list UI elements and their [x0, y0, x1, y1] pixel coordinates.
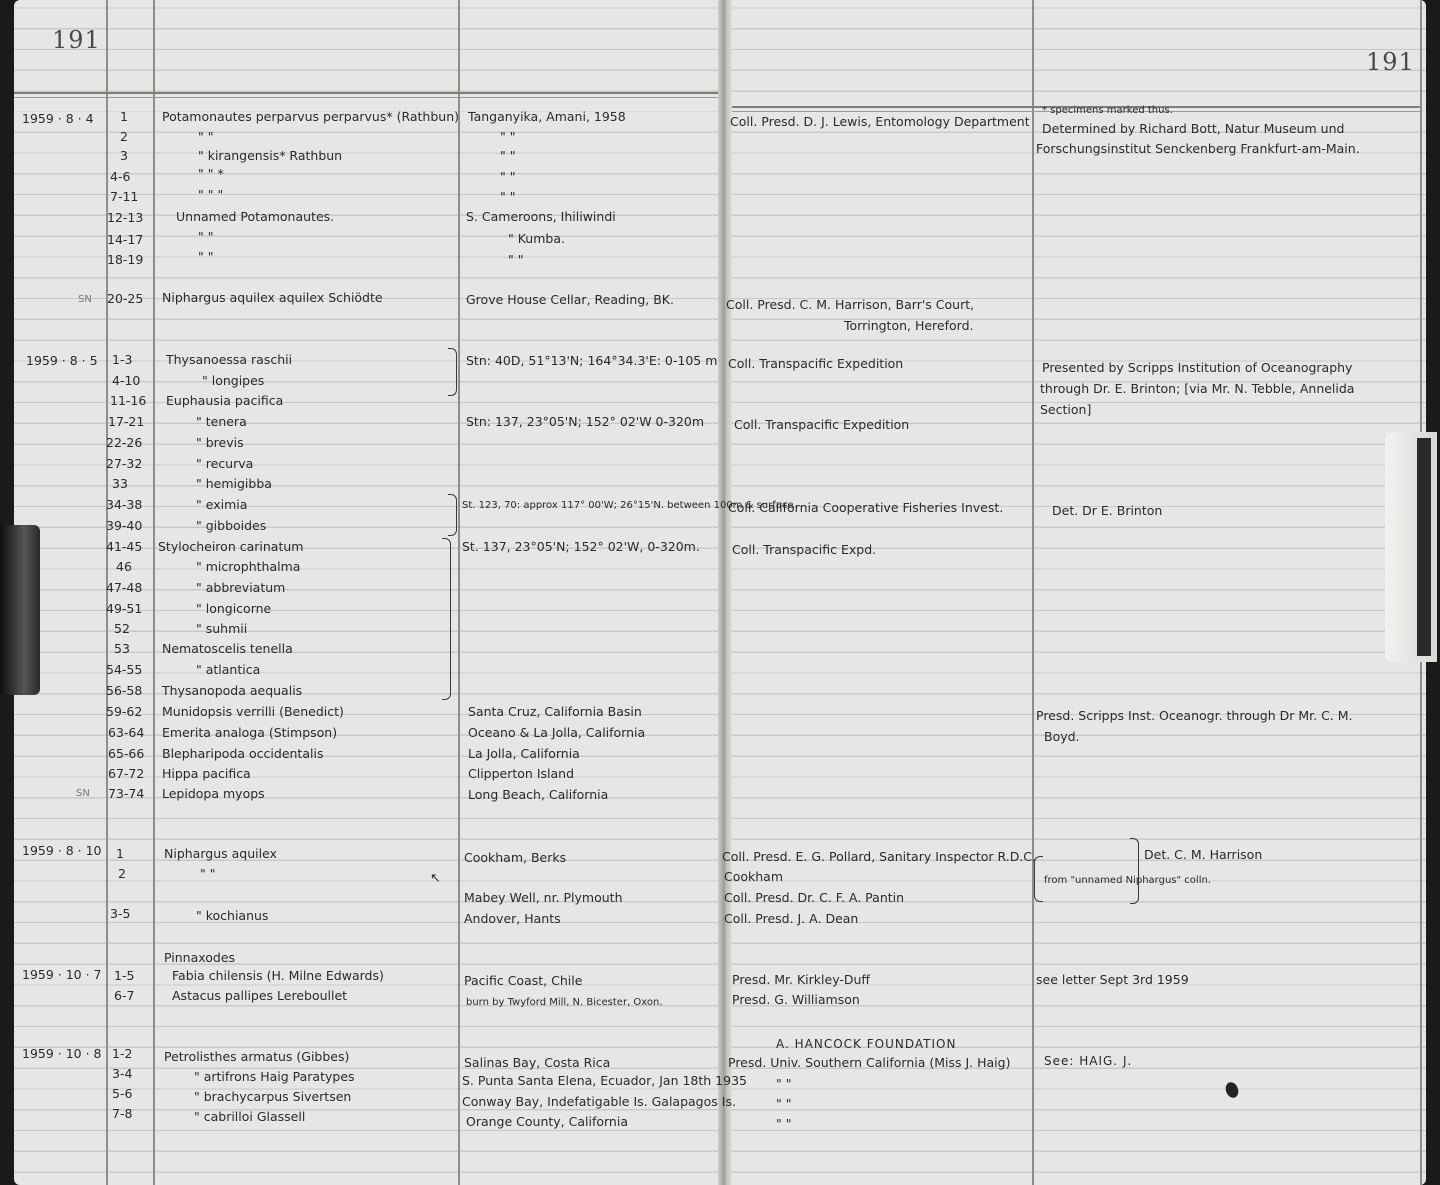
bracket [1130, 838, 1139, 904]
species-name: " " [198, 249, 214, 264]
right-ledger-page [726, 0, 1426, 1185]
reg-number: 56-58 [106, 683, 143, 698]
reg-number: 34-38 [106, 497, 143, 512]
donor: Coll. Transpacific Expedition [728, 356, 904, 371]
locality: La Jolla, California [468, 746, 580, 761]
remarks: see letter Sept 3rd 1959 [1036, 972, 1189, 987]
locality: Clipperton Island [468, 766, 575, 781]
reg-number: 63-64 [108, 725, 145, 740]
reg-number: 49-51 [106, 601, 143, 616]
donor: Coll. Presd. E. G. Pollard, Sanitary Inspector R.D.C. [722, 849, 1037, 864]
locality: Tanganyika, Amani, 1958 [468, 109, 626, 124]
binder-clip [0, 525, 40, 695]
locality: Andover, Hants [464, 911, 561, 926]
foundation-heading: A. HANCOCK FOUNDATION [776, 1037, 957, 1051]
reg-number: 3 [120, 148, 128, 163]
species-name: " tenera [196, 414, 247, 429]
remarks: Boyd. [1044, 729, 1080, 744]
species-name: Astacus pallipes Lereboullet [172, 988, 348, 1003]
locality: Stn: 137, 23°05'N; 152° 02'W 0-320m [466, 414, 705, 429]
reg-number: 41-45 [106, 539, 143, 554]
donor: Coll. Transpacific Expd. [732, 542, 877, 557]
remarks: Presented by Scripps Institution of Oceanography [1042, 360, 1353, 375]
species-name: " longicorne [196, 601, 272, 616]
locality: St. 137, 23°05'N; 152° 02'W, 0-320m. [462, 539, 700, 554]
species-name: " suhmii [196, 621, 248, 636]
reg-number: 54-55 [106, 662, 143, 677]
header-rule-left-thin [14, 97, 718, 98]
column-divider-donor [1032, 0, 1034, 1185]
donor: Cookham [724, 869, 784, 884]
reg-number: 5-6 [112, 1086, 133, 1101]
book-gutter [718, 0, 732, 1185]
donor: Presd. Mr. Kirkley-Duff [732, 972, 871, 987]
species-name: " " * [198, 166, 224, 181]
reg-number: 14-17 [107, 232, 144, 247]
reg-number: 67-72 [108, 766, 145, 781]
locality: burn by Twyford Mill, N. Bicester, Oxon. [466, 997, 663, 1008]
register-date: 1959 · 10 · 7 [22, 967, 102, 982]
remarks: through Dr. E. Brinton; [via Mr. N. Tebble, Annelida [1040, 381, 1355, 396]
locality: " " [500, 148, 516, 163]
donor: " " [776, 1076, 792, 1091]
locality: Cookham, Berks [464, 850, 567, 865]
locality: St. 123, 70: approx 117° 00'W; 26°15'N. between 100m & surface [462, 500, 794, 511]
species-name: " " " [198, 187, 224, 202]
reg-number: 1-5 [114, 968, 135, 983]
bracket [448, 348, 457, 396]
species-name: Hippa pacifica [162, 766, 251, 781]
side-note-harrison: Det. C. M. Harrison [1144, 847, 1263, 862]
donor: " " [776, 1116, 792, 1131]
donor: Coll. Transpacific Expedition [734, 417, 910, 432]
species-name: Thysanoessa raschii [166, 352, 293, 367]
species-name: Munidopsis verrilli (Benedict) [162, 704, 344, 719]
page-number-left: 191 [52, 26, 101, 54]
species-name: " microphthalma [196, 559, 301, 574]
species-name: Nematoscelis tenella [162, 641, 293, 656]
donor: Coll. California Cooperative Fisheries Invest. [728, 500, 1004, 515]
remarks: Det. Dr E. Brinton [1052, 503, 1163, 518]
remarks: Section] [1040, 402, 1092, 417]
species-name: " brachycarpus Sivertsen [194, 1089, 352, 1104]
page-number-right: 191 [1366, 48, 1415, 76]
reg-number: 52 [114, 621, 130, 636]
locality: " " [508, 252, 524, 267]
species-name: Blepharipoda occidentalis [162, 746, 324, 761]
locality: Pacific Coast, Chile [464, 973, 583, 988]
locality: " Kumba. [508, 231, 565, 246]
locality: Mabey Well, nr. Plymouth [464, 890, 623, 905]
locality: Long Beach, California [468, 787, 609, 802]
remarks: Presd. Scripps Inst. Oceanogr. through Dr Mr. C. M. [1036, 708, 1353, 723]
species-name: " " [198, 229, 214, 244]
reg-number: 20-25 [107, 291, 144, 306]
reg-number: 3-4 [112, 1066, 133, 1081]
column-divider-number [153, 0, 155, 1185]
register-date: 1959 · 8 · 4 [22, 111, 94, 126]
index-tab [1385, 432, 1437, 662]
species-name: " brevis [196, 435, 244, 450]
margin-mark: SN [78, 294, 92, 305]
species-name: Euphausia pacifica [166, 393, 284, 408]
reg-number: 59-62 [106, 704, 143, 719]
reg-number: 46 [116, 559, 132, 574]
locality: Grove House Cellar, Reading, BK. [466, 292, 674, 307]
locality: Orange County, California [466, 1114, 628, 1129]
reg-number: 2 [118, 866, 126, 881]
species-name: Fabia chilensis (H. Milne Edwards) [172, 968, 384, 983]
reg-number: 53 [114, 641, 130, 656]
species-name: " atlantica [196, 662, 261, 677]
locality: " " [500, 189, 516, 204]
reg-number: 1-2 [112, 1046, 133, 1061]
reg-number: 22-26 [106, 435, 143, 450]
reg-number: 1-3 [112, 352, 133, 367]
locality: Stn: 40D, 51°13'N; 164°34.3'E: 0-105 m [466, 353, 718, 368]
reg-number: 65-66 [108, 746, 145, 761]
reg-number: 12-13 [107, 210, 144, 225]
species-name: " artifrons Haig Paratypes [194, 1069, 355, 1084]
reg-number: 47-48 [106, 580, 143, 595]
reg-number: 1 [116, 846, 124, 861]
species-name: Stylocheiron carinatum [158, 539, 304, 554]
donor: Coll. Presd. J. A. Dean [724, 911, 859, 926]
reg-number: 6-7 [114, 988, 135, 1003]
register-date: 1959 · 8 · 10 [22, 843, 102, 858]
bracket [1034, 856, 1043, 902]
bracket [442, 538, 451, 700]
locality: Santa Cruz, California Basin [468, 704, 642, 719]
donor: Torrington, Hereford. [844, 318, 974, 333]
species-name: Niphargus aquilex aquilex Schiödte [162, 290, 383, 305]
reg-number: 1 [120, 109, 128, 124]
locality: " " [500, 169, 516, 184]
species-name: " gibboides [196, 518, 267, 533]
header-rule-left [14, 92, 718, 94]
locality: Oceano & La Jolla, California [468, 725, 646, 740]
locality: S. Cameroons, Ihiliwindi [466, 209, 616, 224]
donor: Coll. Presd. Dr. C. F. A. Pantin [724, 890, 905, 905]
donor: Coll. Presd. C. M. Harrison, Barr's Court, [726, 297, 975, 312]
reg-number: 39-40 [106, 518, 143, 533]
donor: Presd. G. Williamson [732, 992, 860, 1007]
species-name: Petrolisthes armatus (Gibbes) [164, 1049, 350, 1064]
donor: " " [776, 1096, 792, 1111]
reg-number: 4-6 [110, 169, 131, 184]
species-name: " " [198, 129, 214, 144]
reg-number: 27-32 [106, 456, 143, 471]
species-name: " abbreviatum [196, 580, 286, 595]
remarks: Determined by Richard Bott, Natur Museum und [1042, 121, 1345, 136]
register-date: 1959 · 8 · 5 [26, 353, 98, 368]
locality: S. Punta Santa Elena, Ecuador, Jan 18th 1935 [462, 1073, 747, 1088]
locality: " " [500, 129, 516, 144]
column-divider-species [458, 0, 460, 1185]
donor: Presd. Univ. Southern California (Miss J. Haig) [728, 1055, 1011, 1070]
reg-number: 3-5 [110, 906, 131, 921]
species-name: " kirangensis* Rathbun [198, 148, 343, 163]
species-name: " longipes [202, 373, 265, 388]
species-name: Potamonautes perparvus perparvus* (Rathbun) [162, 109, 459, 124]
species-name: Thysanopoda aequalis [162, 683, 303, 698]
header-note: * specimens marked thus. [1042, 105, 1173, 116]
arrow-mark: ↖ [430, 870, 441, 885]
reg-number: 4-10 [112, 373, 141, 388]
reg-number: 17-21 [108, 414, 145, 429]
species-name: Emerita analoga (Stimpson) [162, 725, 338, 740]
species-name: " cabrilloi Glassell [194, 1109, 306, 1124]
reg-number: 2 [120, 129, 128, 144]
species-name: Niphargus aquilex [164, 846, 277, 861]
reg-number: 11-16 [110, 393, 147, 408]
remarks: Forschungsinstitut Senckenberg Frankfurt-am-Main. [1036, 141, 1360, 156]
bracket [448, 494, 457, 536]
species-name: " recurva [196, 456, 254, 471]
species-name: Lepidopa myops [162, 786, 265, 801]
species-name: " hemigibba [196, 476, 272, 491]
species-name: " eximia [196, 497, 248, 512]
donor: Coll. Presd. D. J. Lewis, Entomology Department [730, 114, 1030, 129]
species-name: " " [200, 866, 216, 881]
locality: Conway Bay, Indefatigable Is. Galapagos Is. [462, 1094, 736, 1109]
register-date: 1959 · 10 · 8 [22, 1046, 102, 1061]
genus-heading: Pinnaxodes [164, 950, 236, 965]
species-name: Unnamed Potamonautes. [176, 209, 335, 224]
margin-mark: SN [76, 788, 90, 799]
locality: Salinas Bay, Costa Rica [464, 1055, 611, 1070]
reg-number: 18-19 [107, 252, 144, 267]
species-name: " kochianus [196, 908, 269, 923]
remarks: See: HAIG. J. [1044, 1054, 1133, 1068]
reg-number: 73-74 [108, 786, 145, 801]
reg-number: 33 [112, 476, 128, 491]
side-note-unnamed: from "unnamed Niphargus" colln. [1044, 875, 1211, 886]
reg-number: 7-8 [112, 1106, 133, 1121]
reg-number: 7-11 [110, 189, 139, 204]
